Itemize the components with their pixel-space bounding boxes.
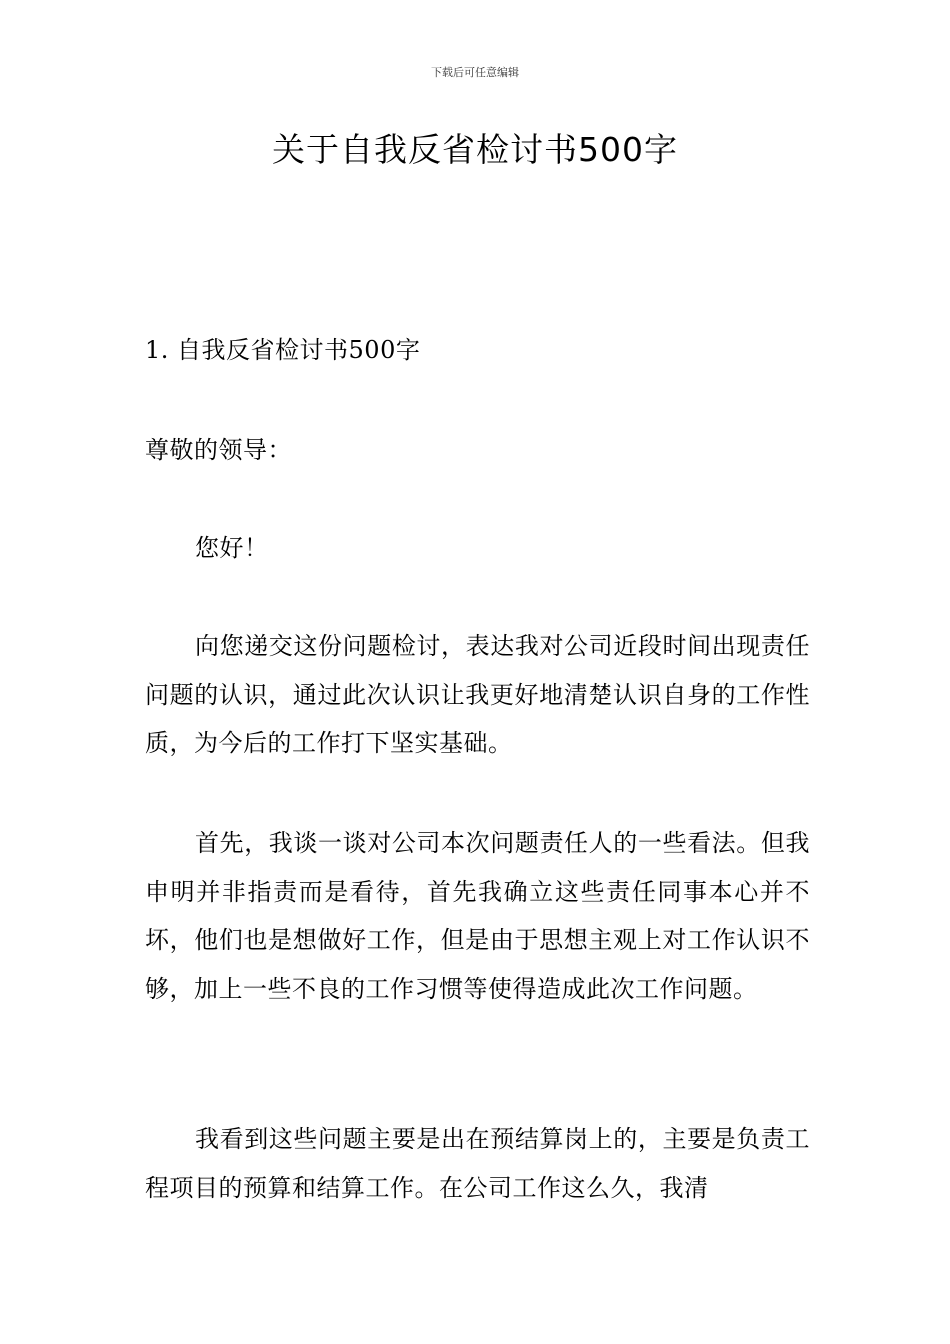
section-heading: 1. 自我反省检讨书500字 bbox=[145, 336, 421, 364]
paragraph: 向您递交这份问题检讨，表达我对公司近段时间出现责任问题的认识，通过此次认识让我更好地清楚认识自身的工作性质，为今后的工作打下坚实基础。 bbox=[145, 632, 810, 757]
header-note: 下载后可任意编辑 bbox=[431, 66, 519, 79]
document-title: 关于自我反省检讨书500字 bbox=[272, 130, 678, 169]
salutation: 尊敬的领导： bbox=[145, 436, 292, 464]
greeting: 您好！ bbox=[195, 534, 269, 562]
paragraph: 首先，我谈一谈对公司本次问题责任人的一些看法。但我申明并非指责而是看待，首先我确立这些责任同事本心并不坏，他们也是想做好工作，但是由于思想主观上对工作认识不够，加上一些不良的工作习惯等使得造成此次工作问题。 bbox=[145, 829, 810, 1003]
paragraph: 我看到这些问题主要是出在预结算岗上的，主要是负责工程项目的预算和结算工作。在公司工作这么久，我清 bbox=[145, 1125, 810, 1202]
